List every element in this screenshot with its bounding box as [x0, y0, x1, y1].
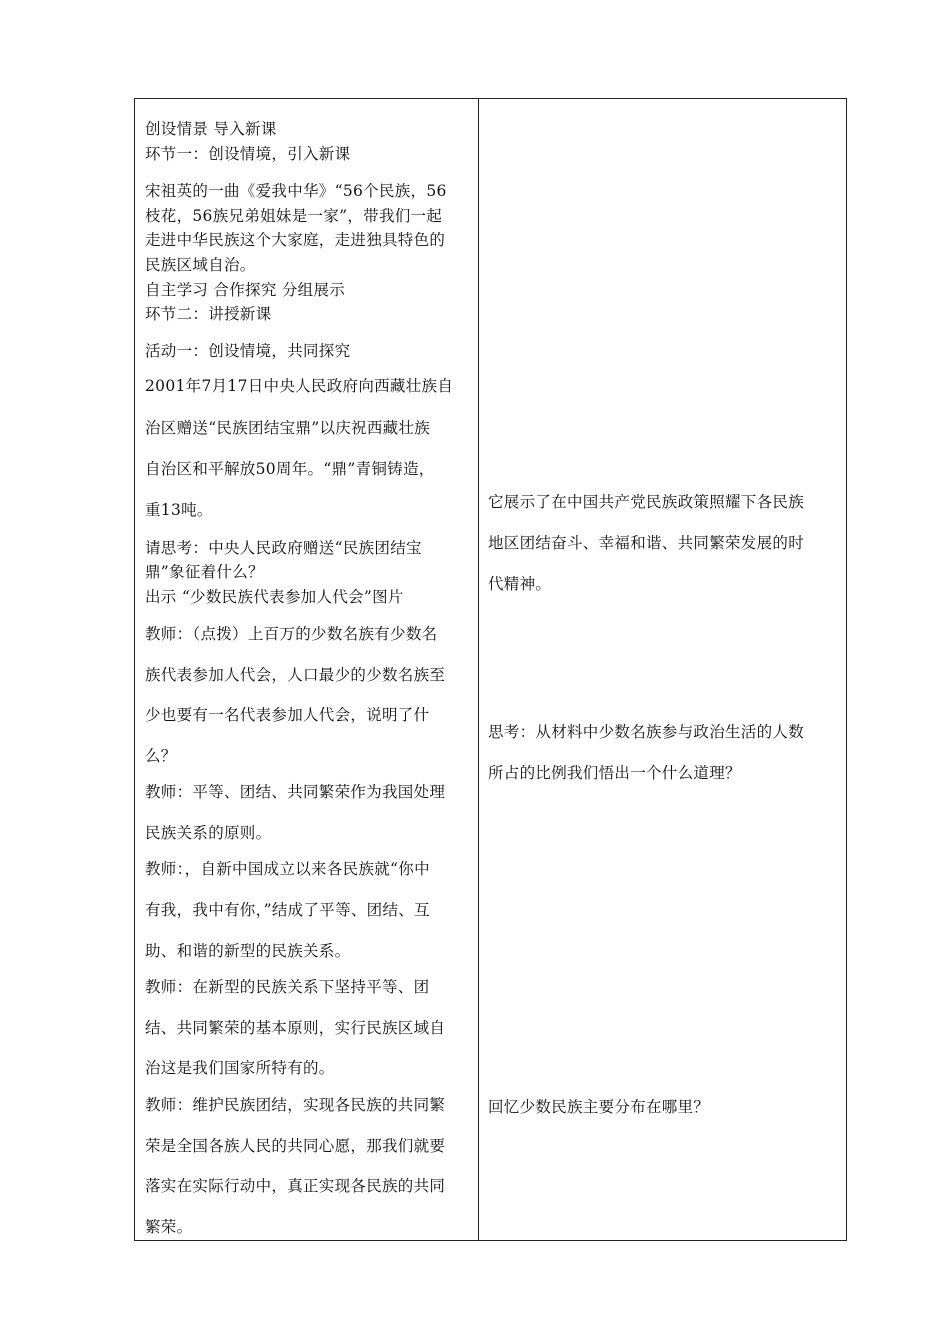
paragraph-line: 繁荣。 — [145, 1218, 193, 1236]
paragraph-line: 治区赠送“民族团结宝鼎”以庆祝西藏壮族 — [145, 419, 431, 437]
paragraph-line: 荣是全国各族人民的共同心愿，那我们就要 — [145, 1137, 446, 1155]
column-divider — [478, 98, 479, 1241]
question-line: 请思考：中央人民政府赠送“民族团结宝 — [145, 539, 422, 557]
paragraph-line: 教师：在新型的民族关系下坚持平等、团 — [145, 978, 430, 996]
question-line: 鼎”象征着什么？ — [145, 563, 264, 581]
paragraph-line: 落实在实际行动中，真正实现各民族的共同 — [145, 1177, 446, 1195]
paragraph-line: 少也要有一名代表参加人代会，说明了什 — [145, 706, 430, 724]
paragraph-line: 出示 “少数民族代表参加人代会”图片 — [145, 588, 404, 606]
prompt-line: 回忆少数民族主要分布在哪里？ — [488, 1098, 710, 1116]
paragraph-line: 民族区域自治。 — [145, 256, 256, 274]
paragraph-line: 教师：平等、团结、共同繁荣作为我国处理 — [145, 783, 446, 801]
step-heading: 环节二：讲授新课 — [145, 305, 272, 323]
paragraph-line: 2001年7月17日中央人民政府向西藏壮族自 — [145, 377, 454, 395]
prompt-line: 所占的比例我们悟出一个什么道理？ — [488, 764, 741, 782]
answer-line: 它展示了在中国共产党民族政策照耀下各民族 — [488, 493, 805, 511]
paragraph-line: 宋祖英的一曲《爱我中华》“56个民族，56 — [145, 182, 447, 200]
section-heading: 创设情景 导入新课 — [145, 120, 277, 138]
activity-heading: 活动一：创设情境，共同探究 — [145, 342, 351, 360]
paragraph-line: 治这是我们国家所特有的。 — [145, 1059, 335, 1077]
paragraph-line: 走进中华民族这个大家庭，走进独具特色的 — [145, 231, 446, 249]
paragraph-line: 自治区和平解放50周年。“鼎”青铜铸造， — [145, 460, 435, 478]
paragraph-line: 教师：（点拨）上百万的少数名族有少数名 — [145, 625, 438, 643]
prompt-line: 思考：从材料中少数名族参与政治生活的人数 — [488, 723, 805, 741]
paragraph-line: 族代表参加人代会，人口最少的少数名族至 — [145, 666, 446, 684]
paragraph-line: 教师：维护民族团结，实现各民族的共同繁 — [145, 1096, 446, 1114]
paragraph-line: 民族关系的原则。 — [145, 824, 272, 842]
paragraph-line: 结、共同繁荣的基本原则，实行民族区域自 — [145, 1019, 446, 1037]
paragraph-line: 么？ — [145, 747, 177, 765]
paragraph-line: 教师：，自新中国成立以来各民族就“你中 — [145, 860, 430, 878]
section-heading: 自主学习 合作探究 分组展示 — [145, 281, 346, 299]
answer-line: 地区团结奋斗、幸福和谐、共同繁荣发展的时 — [488, 534, 805, 552]
answer-line: 代精神。 — [488, 575, 552, 593]
paragraph-line: 枝花，56族兄弟姐妹是一家”，带我们一起 — [145, 207, 443, 225]
paragraph-line: 重13吨。 — [145, 501, 213, 519]
paragraph-line: 助、和谐的新型的民族关系。 — [145, 942, 351, 960]
step-heading: 环节一：创设情境，引入新课 — [145, 145, 351, 163]
paragraph-line: 有我，我中有你，”结成了平等、团结、互 — [145, 901, 430, 919]
